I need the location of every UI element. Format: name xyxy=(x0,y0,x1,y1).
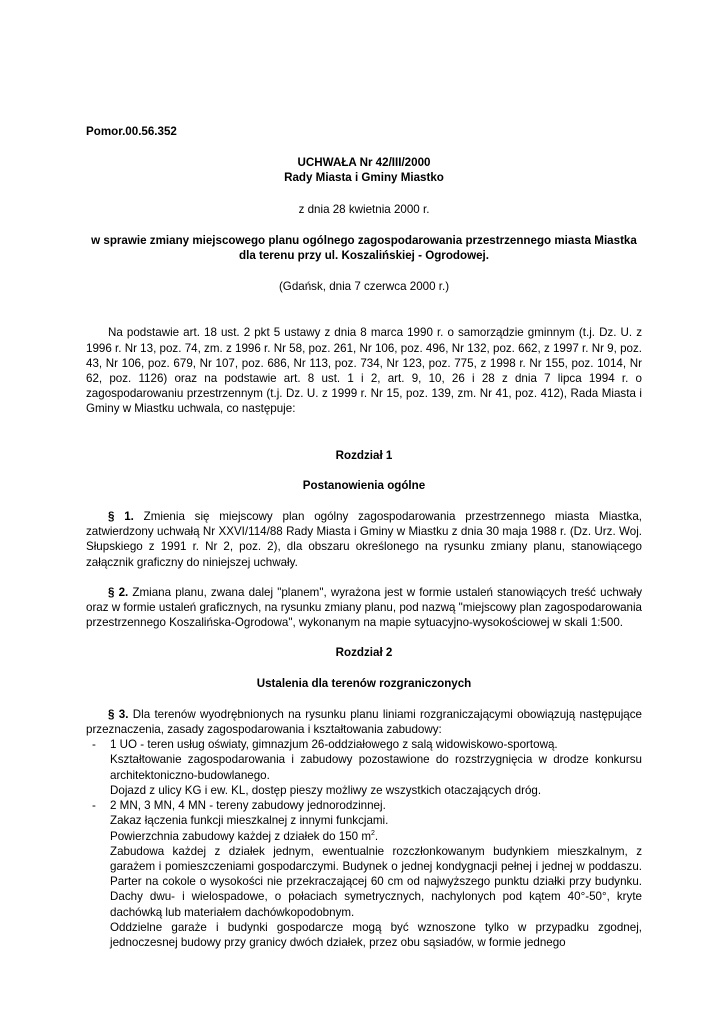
item-2-line-1: 2 MN, 3 MN, 4 MN - tereny zabudowy jednorodzinnej. xyxy=(110,799,386,813)
paragraph-3 xyxy=(86,707,642,737)
resolution-subject: w sprawie zmiany miejscowego planu ogólnego zagospodarowania przestrzennego miasta Miastka dla terenu przy ul. Koszalińskiej - Ogrodowej. xyxy=(91,233,637,263)
superscript: 2 xyxy=(371,829,375,837)
paragraph-3-text: Dla terenów wyodrębnionych na rysunku planu liniami rozgraniczającymi obowiązują następujące przeznaczenia, zasady zagospodarowania i kształtowania zabudowy: xyxy=(86,707,642,737)
resolution-council: Rady Miasta i Gminy Miastko xyxy=(284,171,444,185)
item-1-line-3: Dojazd z ulicy KG i ew. KL, dostęp pieszy możliwy ze wszystkich otaczających dróg. xyxy=(110,783,542,797)
publication-note: (Gdańsk, dnia 7 czerwca 2000 r.) xyxy=(278,280,450,294)
item-1-line-1: 1 UO - teren usług oświaty, gimnazjum 26-oddziałowego z salą widowiskowo-sportową. xyxy=(110,738,558,752)
paragraph-1 xyxy=(86,509,642,570)
resolution-title xyxy=(86,155,642,185)
resolution-date: z dnia 28 kwietnia 2000 r. xyxy=(298,202,430,216)
paragraph-2-mark: § 2. xyxy=(108,585,129,599)
item-2-line-2: Zakaz łączenia funkcji mieszkalnej z innymi funkcjami. xyxy=(110,814,389,828)
item-2-line-3-end: . xyxy=(374,829,379,843)
list-item xyxy=(86,798,642,950)
item-1-line-2: Kształtowanie zagospodarowania i zabudowy pozostawione do rozstrzygnięcia w drodze konkursu architektoniczno-budowlanego. xyxy=(110,753,642,782)
paragraph-1-mark: § 1. xyxy=(108,510,134,524)
chapter-1-title: Rozdział 1 xyxy=(335,448,393,462)
document-id: Pomor.00.56.352 xyxy=(86,125,177,138)
resolution-number: UCHWAŁA Nr 42/III/2000 xyxy=(297,156,431,170)
list-dash: - xyxy=(92,738,96,752)
list-dash: - xyxy=(92,799,96,813)
chapter-2-title: Rozdział 2 xyxy=(335,646,393,660)
chapter-1-subtitle: Postanowienia ogólne xyxy=(302,478,426,492)
paragraph-1-text: Zmienia się miejscowy plan ogólny zagospodarowania przestrzennego miasta Miastka, zatwierdzony uchwałą Nr XXVI/114/88 Rady Miasta i Gminy w Miastku z dnia 30 maja 1988 r. (Dz. Urz. Woj. Słupskiego z 1991 r. Nr 2, poz. 2), dla obszaru określonego na rysunku zmiany planu, stanowiącego załącznik graficzny do niniejszej uchwały. xyxy=(86,510,642,569)
chapter-2-subtitle: Ustalenia dla terenów rozgraniczonych xyxy=(256,676,472,690)
item-2-line-3-text: Powierzchnia zabudowy każdej z działek do 150 m xyxy=(110,829,372,843)
list-item xyxy=(86,737,642,798)
paragraph-3-mark: § 3. xyxy=(108,707,129,721)
zoning-list xyxy=(86,737,642,950)
item-2-line-5: Oddzielne garaże i budynki gospodarcze mogą być wznoszone tylko w przypadku zgodnej, jednoczesnej budowy przy granicy dwóch działek, przez obu sąsiadów, w formie jednego xyxy=(110,920,642,949)
item-2-line-4: Zabudowa każdej z działek jednym, ewentualnie rozczłonkowanym budynkiem mieszkalnym, z garażem i pomieszczeniami gospodarczymi. Budynek o jednej kondygnacji pełnej i jednej w poddaszu. Parter na cokole o wysokości nie przekraczającej 60 cm od najwyższego punktu działki przy budynku. Dachy dwu- i wielospadowe, o połaciach symetrycznych, nachylonych pod kątem 40°-50°, kryte dachówką lub materiałem dachówkopodobnym. xyxy=(110,844,642,919)
paragraph-2-text: Zmiana planu, zwana dalej "planem", wyrażona jest w formie ustaleń stanowiących treść uchwały oraz w formie ustaleń graficznych, na rysunku zmiany planu, pod nazwą "miejscowy plan zagospodarowania przestrzennego Koszalińska-Ogrodowa", wykonanym na mapie sytuacyjno-wysokościowej w skali 1:500. xyxy=(86,585,643,630)
item-2-line-3 xyxy=(110,829,642,844)
document-page xyxy=(86,124,642,950)
paragraph-2 xyxy=(86,585,642,631)
intro-paragraph: Na podstawie art. 18 ust. 2 pkt 5 ustawy z dnia 8 marca 1990 r. o samorządzie gminnym (t.j. Dz. U. z 1996 r. Nr 13, poz. 74, zm. z 1996 r. Nr 58, poz. 261, Nr 106, poz. 496, Nr 132, poz. 662, z 1997 r. Nr 9, poz. 43, Nr 106, poz. 679, Nr 107, poz. 686, Nr 113, poz. 734, Nr 123, poz. 775, z 1998 r. Nr 155, poz. 1014, Nr 62, poz. 1126) oraz na podstawie art. 8 ust. 1 i 2, art. 9, 10, 26 i 28 z dnia 7 lipca 1994 r. o zagospodarowaniu przestrzennym (t.j. Dz. U. z 1999 r. Nr 15, poz. 139, zm. Nr 41, poz. 412), Rada Miasta i Gminy w Miastku uchwala, co następuje: xyxy=(86,326,642,416)
